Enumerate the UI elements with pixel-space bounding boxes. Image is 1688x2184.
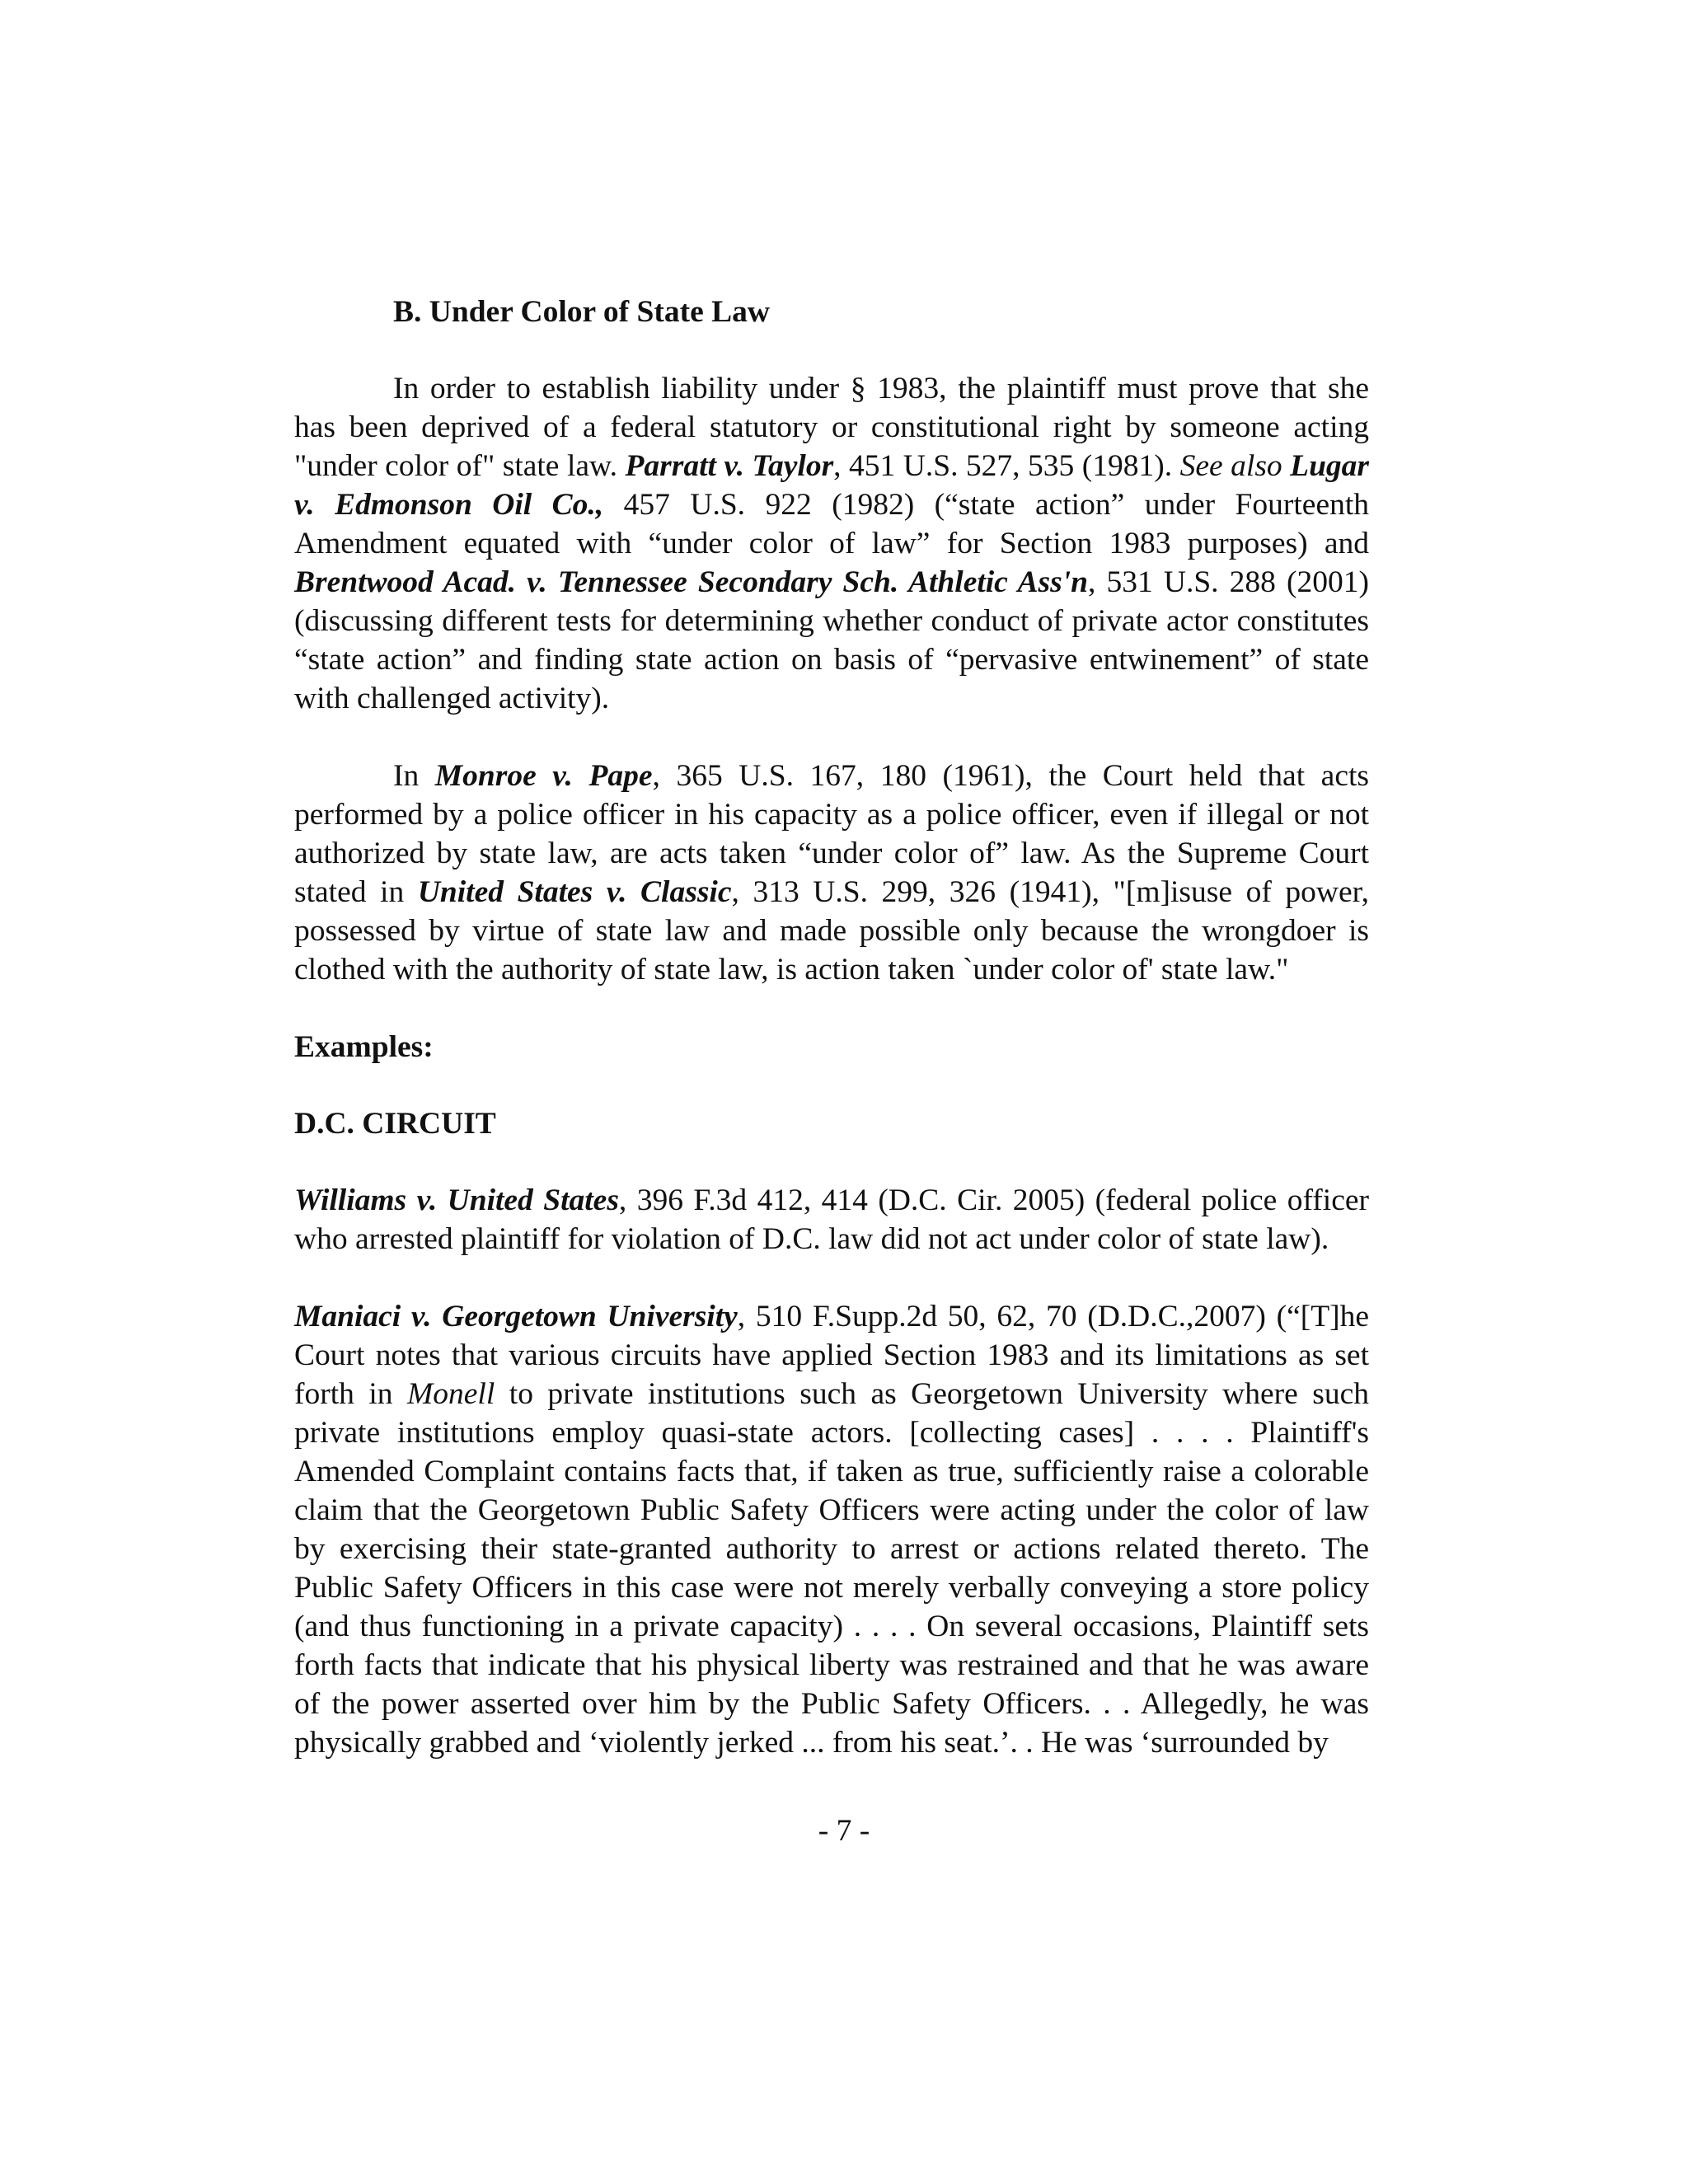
citation-signal: See also — [1179, 449, 1282, 483]
section-title: B. Under Color of State Law — [393, 295, 770, 329]
case-citation: United States v. Classic — [417, 875, 732, 909]
examples-label: Examples: — [294, 1030, 434, 1064]
text-span: , 510 F.Supp.2d 50, 62, 70 (D.D.C.,2007) (“[T]he Court notes that various circuits have applied Section 1983 and its limitations as set forth in — [294, 1300, 1369, 1411]
example-maniaci — [294, 1297, 1369, 1762]
paragraph-monroe — [294, 757, 1369, 989]
text-span — [1282, 449, 1290, 483]
text-span: , 313 U.S. 299, 326 (1941), "[m]isuse of power, possessed by virtue of state law and made possible only because the wrongdoer is clothed with the authority of state law, is action taken `under color of' state law." — [294, 875, 1369, 987]
case-citation: Williams v. United States — [294, 1183, 619, 1217]
text-span: to private institutions such as Georgetown University where such private institutions employ quasi-state actors. [collecting cases] . . . . Plaintiff's Amended Complaint contains facts that, if taken as true, sufficiently raise a colorable claim that the Georgetown Public Safety Officers were acting under the color of law by exercising their state-granted authority to arrest or actions related thereto. The Public Safety Officers in this case were not merely verbally conveying a store policy (and thus functioning in a private capacity) . . . . On several occasions, Plaintiff sets forth facts that indicate that his physical liberty was restrained and that he was aware of the power asserted over him by the Public Safety Officers. . . Allegedly, he was physically grabbed and ‘violently jerked ... from his seat.’. . He was ‘surrounded by — [294, 1377, 1369, 1760]
example-williams — [294, 1181, 1369, 1258]
text-span: , 365 U.S. 167, 180 (1961), the Court held that acts performed by a police officer in his capacity as a police officer, even if illegal or not authorized by state law, are acts taken “under color of” law. As the Supreme Court stated in — [294, 759, 1369, 909]
text-span: In — [393, 759, 435, 793]
page-number: - 7 - — [818, 1814, 870, 1848]
case-citation: Maniaci v. Georgetown University — [294, 1300, 738, 1333]
text-span: 457 U.S. 922 (1982) (“state action” under Fourteenth Amendment equated with “under color of law” for Section 1983 purposes) and — [294, 488, 1370, 560]
case-reference: Monell — [407, 1377, 495, 1411]
document-page — [294, 293, 1369, 1801]
circuit-label: D.C. CIRCUIT — [294, 1107, 496, 1141]
paragraph-state-action — [294, 369, 1369, 718]
case-citation: Brentwood Acad. v. Tennessee Secondary Sch. Athletic Ass'n — [294, 565, 1089, 599]
case-citation: Parratt v. Taylor — [625, 449, 834, 483]
text-span: , 451 U.S. 527, 535 (1981). — [833, 449, 1180, 483]
text-span: In order to establish liability under § 1983, the plaintiff must prove that she has been deprived of a federal statutory or constitutional right by someone acting "under color of" state law. — [294, 372, 1369, 483]
text-span: , 396 F.3d 412, 414 (D.C. Cir. 2005) (federal police officer who arrested plaintiff for violation of D.C. law did not act under color of state law). — [294, 1183, 1369, 1256]
text-span: , 531 U.S. 288 (2001) (discussing different tests for determining whether conduct of private actor constitutes “state action” and finding state action on basis of “pervasive entwinement” of state with challenged activity). — [294, 565, 1369, 715]
case-citation: Monroe v. Pape — [434, 759, 653, 793]
case-citation: Lugar v. Edmonson Oil Co., — [294, 449, 1370, 522]
